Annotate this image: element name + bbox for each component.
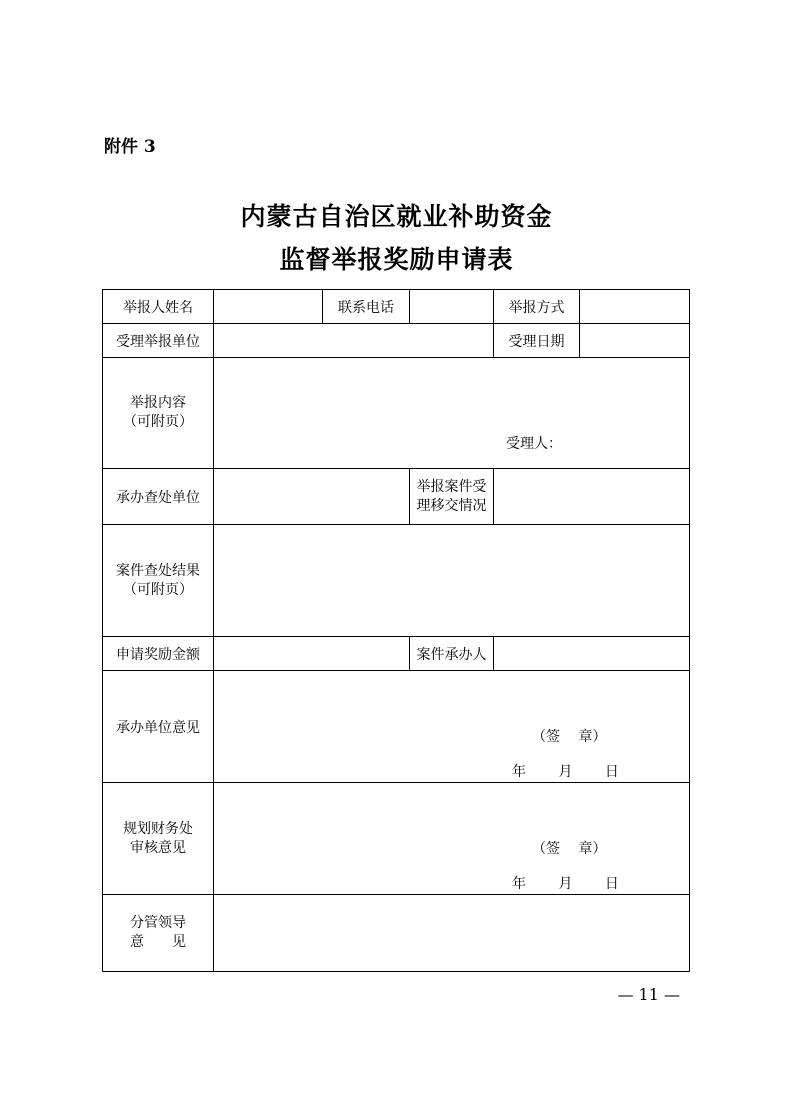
seal-label-1: （签 章）: [532, 729, 607, 745]
row-handling-unit: [103, 469, 690, 525]
reporter-name-field[interactable]: [214, 290, 323, 324]
leader-opinion-field[interactable]: [214, 895, 690, 972]
unit-opinion-label: 承办单位意见: [103, 671, 214, 783]
case-result-label: [103, 525, 214, 637]
form-title-line-2: 监督举报奖励申请表: [279, 245, 514, 274]
form-title-line-1: 内蒙古自治区就业补助资金: [240, 202, 553, 231]
reward-amount-label: 申请奖励金额: [103, 637, 214, 671]
reward-amount-field[interactable]: [214, 637, 410, 671]
row-unit-opinion: [103, 671, 690, 783]
row-leader-opinion: [103, 895, 690, 972]
case-result-field[interactable]: [214, 525, 690, 637]
case-transfer-field[interactable]: [494, 469, 690, 525]
leader-opinion-label-line-1: 分管领导: [130, 915, 186, 931]
receiver-label: 受理人：: [506, 436, 562, 452]
case-result-label-line-2: （可附页）: [123, 581, 193, 598]
case-handler-field[interactable]: [494, 637, 690, 671]
page-number: — 11 —: [617, 985, 680, 1004]
receiving-unit-field[interactable]: [214, 324, 494, 358]
leader-opinion-label: [103, 895, 214, 972]
report-method-label: 举报方式: [494, 290, 580, 324]
finance-opinion-label-line-2: 审核意见: [130, 839, 186, 856]
receiving-date-field[interactable]: [580, 324, 690, 358]
reporter-name-label: 举报人姓名: [103, 290, 214, 324]
case-transfer-label-line-1: 举报案件受: [416, 478, 487, 495]
case-handler-label: 案件承办人: [410, 637, 494, 671]
row-finance-opinion: [103, 783, 690, 895]
receiving-date-label: 受理日期: [494, 324, 580, 358]
finance-opinion-label-line-1: 规划财务处: [123, 820, 193, 837]
leader-opinion-label-line-2: 意 见: [130, 934, 186, 950]
case-result-label-line-1: 案件查处结果: [116, 562, 200, 579]
contact-phone-field[interactable]: [410, 290, 494, 324]
report-content-label-line-1: 举报内容: [130, 395, 186, 411]
row-case-result: [103, 525, 690, 637]
unit-opinion-field[interactable]: [214, 671, 690, 783]
report-content-field[interactable]: [214, 358, 690, 469]
date-label-2: 年 月 日: [512, 876, 619, 892]
handling-unit-label: 承办查处单位: [103, 469, 214, 525]
application-form-table: [102, 289, 690, 972]
row-report-content: [103, 358, 690, 469]
contact-phone-label: 联系电话: [323, 290, 410, 324]
handling-unit-field[interactable]: [214, 469, 410, 525]
case-transfer-label-line-2: 理移交情况: [416, 497, 487, 514]
row-reward: [103, 637, 690, 671]
date-label-1: 年 月 日: [512, 764, 619, 780]
case-transfer-label: [410, 469, 494, 525]
row-receiving: [103, 324, 690, 358]
row-reporter: [103, 290, 690, 324]
finance-opinion-field[interactable]: [214, 783, 690, 895]
receiving-unit-label: 受理举报单位: [103, 324, 214, 358]
report-content-label: [103, 358, 214, 469]
seal-label-2: （签 章）: [532, 841, 607, 857]
report-method-field[interactable]: [580, 290, 690, 324]
report-content-label-line-2: （可附页）: [123, 414, 193, 430]
attachment-label: 附件 3: [104, 137, 156, 157]
finance-opinion-label: [103, 783, 214, 895]
